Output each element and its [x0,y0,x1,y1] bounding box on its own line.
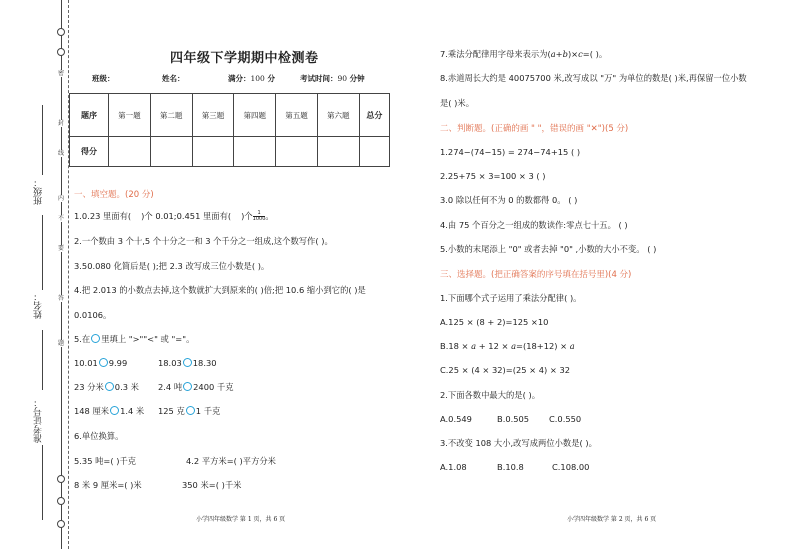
choice-question-1: 1.下面哪个式子运用了乘法分配律( )。 [440,293,582,303]
name-label: 姓名： [34,292,44,319]
compare-6: 125 克 1 千克 [158,406,221,416]
score-cell[interactable] [317,137,359,167]
score-cell[interactable] [150,137,192,167]
table-header-cell: 第四题 [234,94,276,137]
table-header-cell: 第三题 [192,94,234,137]
question-8-line-2: 是( )米。 [440,98,475,108]
score-table [69,93,390,167]
page-footer: 小学四年级数学 第 2 页，共 6 页 [567,516,657,523]
fold-char: 要 [58,245,65,252]
compare-3: 23 分米 0.3 米 [74,382,139,392]
fold-char: 密 [58,70,65,77]
compare-1: 10.01 9.99 [74,358,128,368]
question-6: 6.单位换算。 [74,431,124,441]
choice-2-option-b: B.0.505 [497,414,530,424]
unit-convert-2: 4.2 平方米=( )平方分米 [186,456,276,466]
table-header-cell: 第六题 [317,94,359,137]
score-cell[interactable] [234,137,276,167]
score-row-label: 得分 [70,137,109,167]
exam-id-label: 准考证号： [34,398,44,443]
choice-1-option-c: C.25 × (4 × 32)=(25 × 4) × 32 [440,365,571,375]
binding-hole [57,475,65,483]
choice-2-option-a: A.0.549 [440,414,472,424]
binding-hole [57,28,65,36]
table-header-cell: 第五题 [276,94,318,137]
class-field: 班级： [92,74,115,83]
class-label: 班级： [34,178,44,205]
table-header-cell: 题序 [70,94,109,137]
page-footer: 小学四年级数学 第 1 页，共 6 页 [196,516,286,523]
choice-1-option-b: B.18 × a + 12 × a=(18+12) × a [440,341,575,351]
question-4-line-1: 4.把 2.013 的小数点去掉,这个数就扩大到原来的( )倍;把 10.6 缩小到它的( )是 [74,285,366,295]
section-true-false: 二、判断题。(正确的画 " "，错误的画 "✕")(5 分) [440,124,629,134]
choice-question-3: 3.不改变 108 大小,改写成两位小数是( )。 [440,438,597,448]
circle-blank-icon[interactable] [186,406,195,415]
choice-2-option-c: C.0.550 [549,414,582,424]
page-title: 四年级下学期期中检测卷 [170,51,319,66]
judge-1: 1.274−(74−15) = 274−74+15 ( ) [440,147,581,157]
judge-5: 5.小数的末尾添上 "0" 或者去掉 "0" ,小数的大小不变。 ( ) [440,244,657,254]
score-cell[interactable] [192,137,234,167]
compare-2: 18.03 18.30 [158,358,217,368]
question-8-line-1: 8.赤道周长大约是 40075700 米,改写成以 "万" 为单位的数是( )米,再保留一位小数 [440,73,747,83]
circle-blank-icon[interactable] [110,406,119,415]
circle-blank-icon[interactable] [105,382,114,391]
section-fill-in: 一、填空题。(20 分) [74,190,154,200]
choice-3-option-a: A.1.08 [440,462,467,472]
judge-2: 2.25+75 × 3=100 × 3 ( ) [440,171,546,181]
circle-blank-icon [91,334,100,343]
unit-convert-1: 5.35 吨=( )千克 [74,456,137,466]
choice-3-option-b: B.10.8 [497,462,524,472]
unit-convert-3: 8 米 9 厘米=( )米 [74,480,142,490]
circle-blank-icon[interactable] [183,382,192,391]
question-2: 2.一个数由 3 个十,5 个十分之一和 3 个千分之一组成,这个数写作( )。 [74,236,333,246]
fold-char: 答 [58,295,65,302]
table-header-cell: 总分 [359,94,389,137]
circle-blank-icon[interactable] [183,358,192,367]
choice-3-option-c: C.108.00 [552,462,590,472]
binding-hole [57,520,65,528]
binding-hole [57,48,65,56]
choice-question-2: 2.下面各数中最大的是( )。 [440,390,540,400]
score-cell[interactable] [359,137,389,167]
judge-3: 3.0 除以任何不为 0 的数都得 0。 ( ) [440,195,578,205]
compare-4: 2.4 吨 2400 千克 [158,382,234,392]
exam-time: 考试时间：90 分钟 [300,74,365,83]
question-5: 5.在 里填上 ">""<" 或 "="。 [74,334,195,344]
question-4-line-2: 0.0106。 [74,310,112,320]
question-1: 1.0.23 里面有( )个 0.01;0.451 里面有( )个 $\frac{1}{1000}$ 。 [74,210,274,222]
unit-convert-4: 350 米=( )千米 [182,480,242,490]
binding-hole [57,497,65,505]
fold-char: 内 [58,195,65,202]
choice-1-option-a: A.125 × (8 + 2)=125 ×10 [440,317,549,327]
fold-char: 线 [58,150,65,157]
question-3: 3.50.080 化简后是( );把 2.3 改写成三位小数是( )。 [74,261,270,271]
score-cell[interactable] [109,137,151,167]
compare-5: 148 厘米 1.4 米 [74,406,145,416]
table-header-cell: 第一题 [109,94,151,137]
table-header-cell: 第二题 [150,94,192,137]
circle-blank-icon[interactable] [99,358,108,367]
section-multiple-choice: 三、选择题。(把正确答案的序号填在括号里)(4 分) [440,270,632,280]
fold-char: 不 [58,215,65,222]
judge-4: 4.由 75 个百分之一组成的数读作:零点七十五。 ( ) [440,220,628,230]
name-field: 姓名： [162,74,185,83]
question-7: 7.乘法分配律用字母来表示为(a+b)×c=( )。 [440,49,608,59]
fold-char: 题 [58,340,65,347]
full-score: 满分：100 分 [228,74,275,83]
fold-char: 封 [58,120,65,127]
score-cell[interactable] [276,137,318,167]
